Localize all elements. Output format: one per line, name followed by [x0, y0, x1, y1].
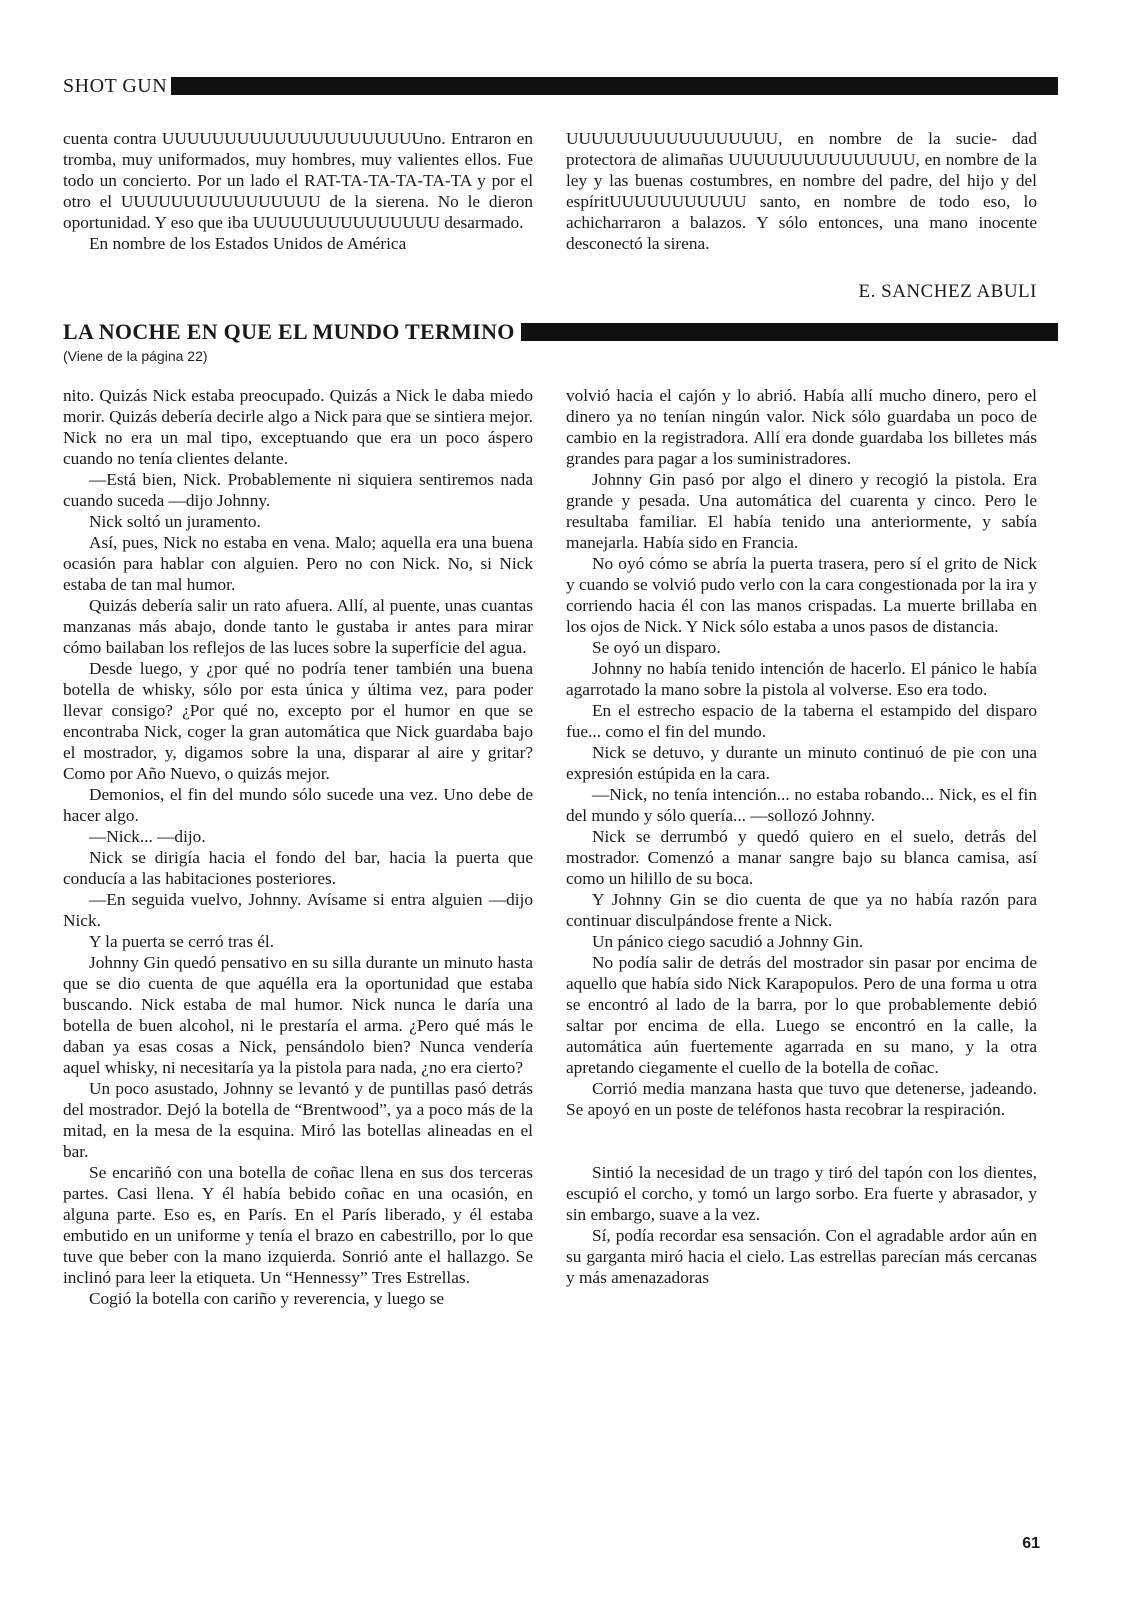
story2-paragraph: Y la puerta se cerró tras él. — [89, 932, 275, 951]
story1-paragraph: En nombre de los Estados Unidos de América — [89, 234, 407, 253]
story2-paragraph: —En seguida vuelvo, Johnny. Avísame si entra alguien —dijo Nick. — [63, 890, 533, 930]
story2-paragraph: Johnny Gin pasó por algo el dinero y recogió la pistola. Era grande y pesada. Una automática del cuarenta y cinco. Pero le resultaba familiar. El había tenido una anteriormente, y sabía manejarla. Había sido en Francia. — [566, 470, 1037, 552]
story2-paragraph: Desde luego, y ¿por qué no podría tener también una buena botella de whisky, sólo por esta única y última vez, para poder llevar consigo? ¿Por qué no, excepto por el humor en que se encontraba Nick, coger la gran automática que Nick guardaba bajo el mostrador, y, digamos sobre la una, disparar al aire y gritar? Como por Año Nuevo, o quizás mejor. — [63, 659, 533, 783]
story2-paragraph: volvió hacia el cajón y lo abrió. Había allí mucho dinero, pero el dinero ya no tenían ningún valor. Nick sólo guardaba un poco de cambio en la registradora. Allí era donde guardaba los billetes más grandes para pagar a los suministradores. — [566, 386, 1037, 468]
story1-paragraph: cuenta contra UUUUUUUUUUUUUUUUUUUUUno. Entraron en tromba, muy uniformados, muy hombres, muy valientes ellos. Fue todo un concierto. Por un lado el RAT-TA-TA-TA-TA-TA y por el otro el UUUUUUUUUUUUUUUU de la sierena. No le dieron oportunidad. Y eso que iba UUUUUUUUUUUUUUU desarmado. — [63, 129, 533, 232]
story2-paragraph: Y Johnny Gin se dio cuenta de que ya no había razón para continuar disculpándose frente a Nick. — [566, 890, 1037, 930]
story2-right-column — [566, 385, 1037, 1288]
story2-paragraph: Corrió media manzana hasta que tuvo que detenerse, jadeando. Se apoyó en un poste de teléfonos hasta recobrar la respiración. — [566, 1079, 1037, 1119]
story2-paragraph: Así, pues, Nick no estaba en vena. Malo; aquella era una buena ocasión para hablar con alguien. Pero no con Nick. No, si Nick estaba de tan mal humor. — [63, 533, 533, 594]
story2-paragraph: Demonios, el fin del mundo sólo sucede una vez. Uno debe de hacer algo. — [63, 785, 533, 825]
story2-paragraph: Nick se derrumbó y quedó quiero en el suelo, detrás del mostrador. Comenzó a manar sangre bajo su blanca camisa, así como un hilillo de su boca. — [566, 827, 1037, 888]
story2-paragraph: Johnny no había tenido intención de hacerlo. El pánico le había agarrotado la mano sobre la pistola al volverse. Eso era todo. — [566, 659, 1037, 699]
running-header — [63, 74, 1058, 98]
story2-left-column — [63, 385, 533, 1309]
story2-paragraph: Se oyó un disparo. — [592, 638, 721, 657]
continued-from-note: (Viene de la página 22) — [63, 348, 208, 364]
section-label: SHOT GUN — [63, 75, 168, 97]
title-rule — [521, 323, 1058, 341]
story2-paragraph: Se encariñó con una botella de coñac llena en sus dos terceras partes. Casi llena. Y él había bebido coñac en una ocasión, en alguna parte. Eso es, en París. En el París liberado, y él estaba embutido en un uniforme y tenía el brazo en cabestrillo, por lo que tuve que beber con la mano izquierda. Sonrió ante el hallazgo. Se inclinó para leer la etiqueta. Un “Hennessy” Tres Estrellas. — [63, 1163, 533, 1287]
story2-paragraph: nito. Quizás Nick estaba preocupado. Quizás a Nick le daba miedo morir. Quizás debería decirle algo a Nick para que se sintiera mejor. Nick no era un mal tipo, exceptuando que era un poco áspero cuando no tenía clientes delante. — [63, 386, 533, 468]
story-title-bar — [63, 318, 1058, 346]
page-number: 61 — [1022, 1535, 1040, 1552]
story2-paragraph: Cogió la botella con cariño y reverencia, y luego se — [89, 1289, 445, 1308]
header-rule — [171, 77, 1058, 95]
story2-paragraph: Un poco asustado, Johnny se levantó y de puntillas pasó detrás del mostrador. Dejó la botella de “Brentwood”, ya a poco más de la mitad, en la mesa de la esquina. Miró las botellas alineadas en el bar. — [63, 1079, 533, 1161]
story2-paragraph: No podía salir de detrás del mostrador sin pasar por encima de aquello que había sido Nick Karapopulos. Pero de una forma u otra se encontró al lado de la barra, por lo que probablemente debió saltar por encima de ella. Luego se encontró en la calle, la automática aún fuertemente agarrada en su mano, y la otra apretando ciegamente el cuello de la botella de coñac. — [566, 953, 1037, 1077]
story-title: LA NOCHE EN QUE EL MUNDO TERMINO — [63, 319, 515, 344]
story2-paragraph: —Está bien, Nick. Probablemente ni siquiera sentiremos nada cuando suceda —dijo Johnny. — [63, 470, 533, 510]
story2-paragraph: Sintió la necesidad de un trago y tiró del tapón con los dientes, escupió el corcho, y tomó un largo sorbo. Era fuerte y abrasador, y sin embargo, suave a la vez. — [566, 1163, 1037, 1224]
author-signature: E. SANCHEZ ABULI — [858, 281, 1037, 302]
story2-paragraph: —Nick, no tenía intención... no estaba robando... Nick, es el fin del mundo y sólo quería... —sollozó Johnny. — [566, 785, 1037, 825]
story1-paragraph: UUUUUUUUUUUUUUUUU, en nombre de la sucie- dad protectora de alimañas UUUUUUUUUUUUUUU, en nombre de la ley y las buenas costumbres, en nombre del padre, del hijo y del espíritUUUUUUUUUUU santo, en nombre de todo eso, lo achicharraron a balazos. Y sólo entonces, una mano inocente desconectó la sirena. — [566, 129, 1037, 253]
story2-paragraph: Johnny Gin quedó pensativo en su silla durante un minuto hasta que se dio cuenta de que aquélla era la oportunidad que estaba buscando. Nick estaba de mal humor. Nick nunca le daría una botella de buen alcohol, ni le prestaría el arma. ¿Pero qué más le daban ya esas cosas a Nick, pensándolo bien? Nunca vendería aquel whisky, ni necesitaría ya la pistola para nada, ¿no era cierto? — [63, 953, 533, 1077]
story2-paragraph: Sí, podía recordar esa sensación. Con el agradable ardor aún en su garganta miró hacia el cielo. Las estrellas parecían más cercanas y más amenazadoras — [566, 1226, 1037, 1287]
story1-right-column — [566, 128, 1037, 254]
story2-paragraph: Un pánico ciego sacudió a Johnny Gin. — [592, 932, 864, 951]
story2-paragraph: Quizás debería salir un rato afuera. Allí, al puente, unas cuantas manzanas más abajo, donde tanto le gustaba ir antes para mirar cómo bailaban los reflejos de las luces sobre la superficie del agua. — [63, 596, 533, 657]
story2-paragraph: Nick se detuvo, y durante un minuto continuó de pie con una expresión estúpida en la cara. — [566, 743, 1037, 783]
story2-paragraph: —Nick... —dijo. — [89, 827, 206, 846]
story2-paragraph: En el estrecho espacio de la taberna el estampido del disparo fue... como el fin del mundo. — [566, 701, 1037, 741]
story2-paragraph: No oyó cómo se abría la puerta trasera, pero sí el grito de Nick y cuando se volvió pudo verlo con la cara congestionada por la ira y corriendo hacia él con las manos crispadas. La muerte brillaba en los ojos de Nick. Y Nick sólo estaba a unos pasos de distancia. — [566, 554, 1037, 636]
story2-paragraph: Nick se dirigía hacia el fondo del bar, hacia la puerta que conducía a las habitaciones posteriores. — [63, 848, 533, 888]
story1-left-column — [63, 128, 533, 254]
story2-paragraph: Nick soltó un juramento. — [89, 512, 261, 531]
